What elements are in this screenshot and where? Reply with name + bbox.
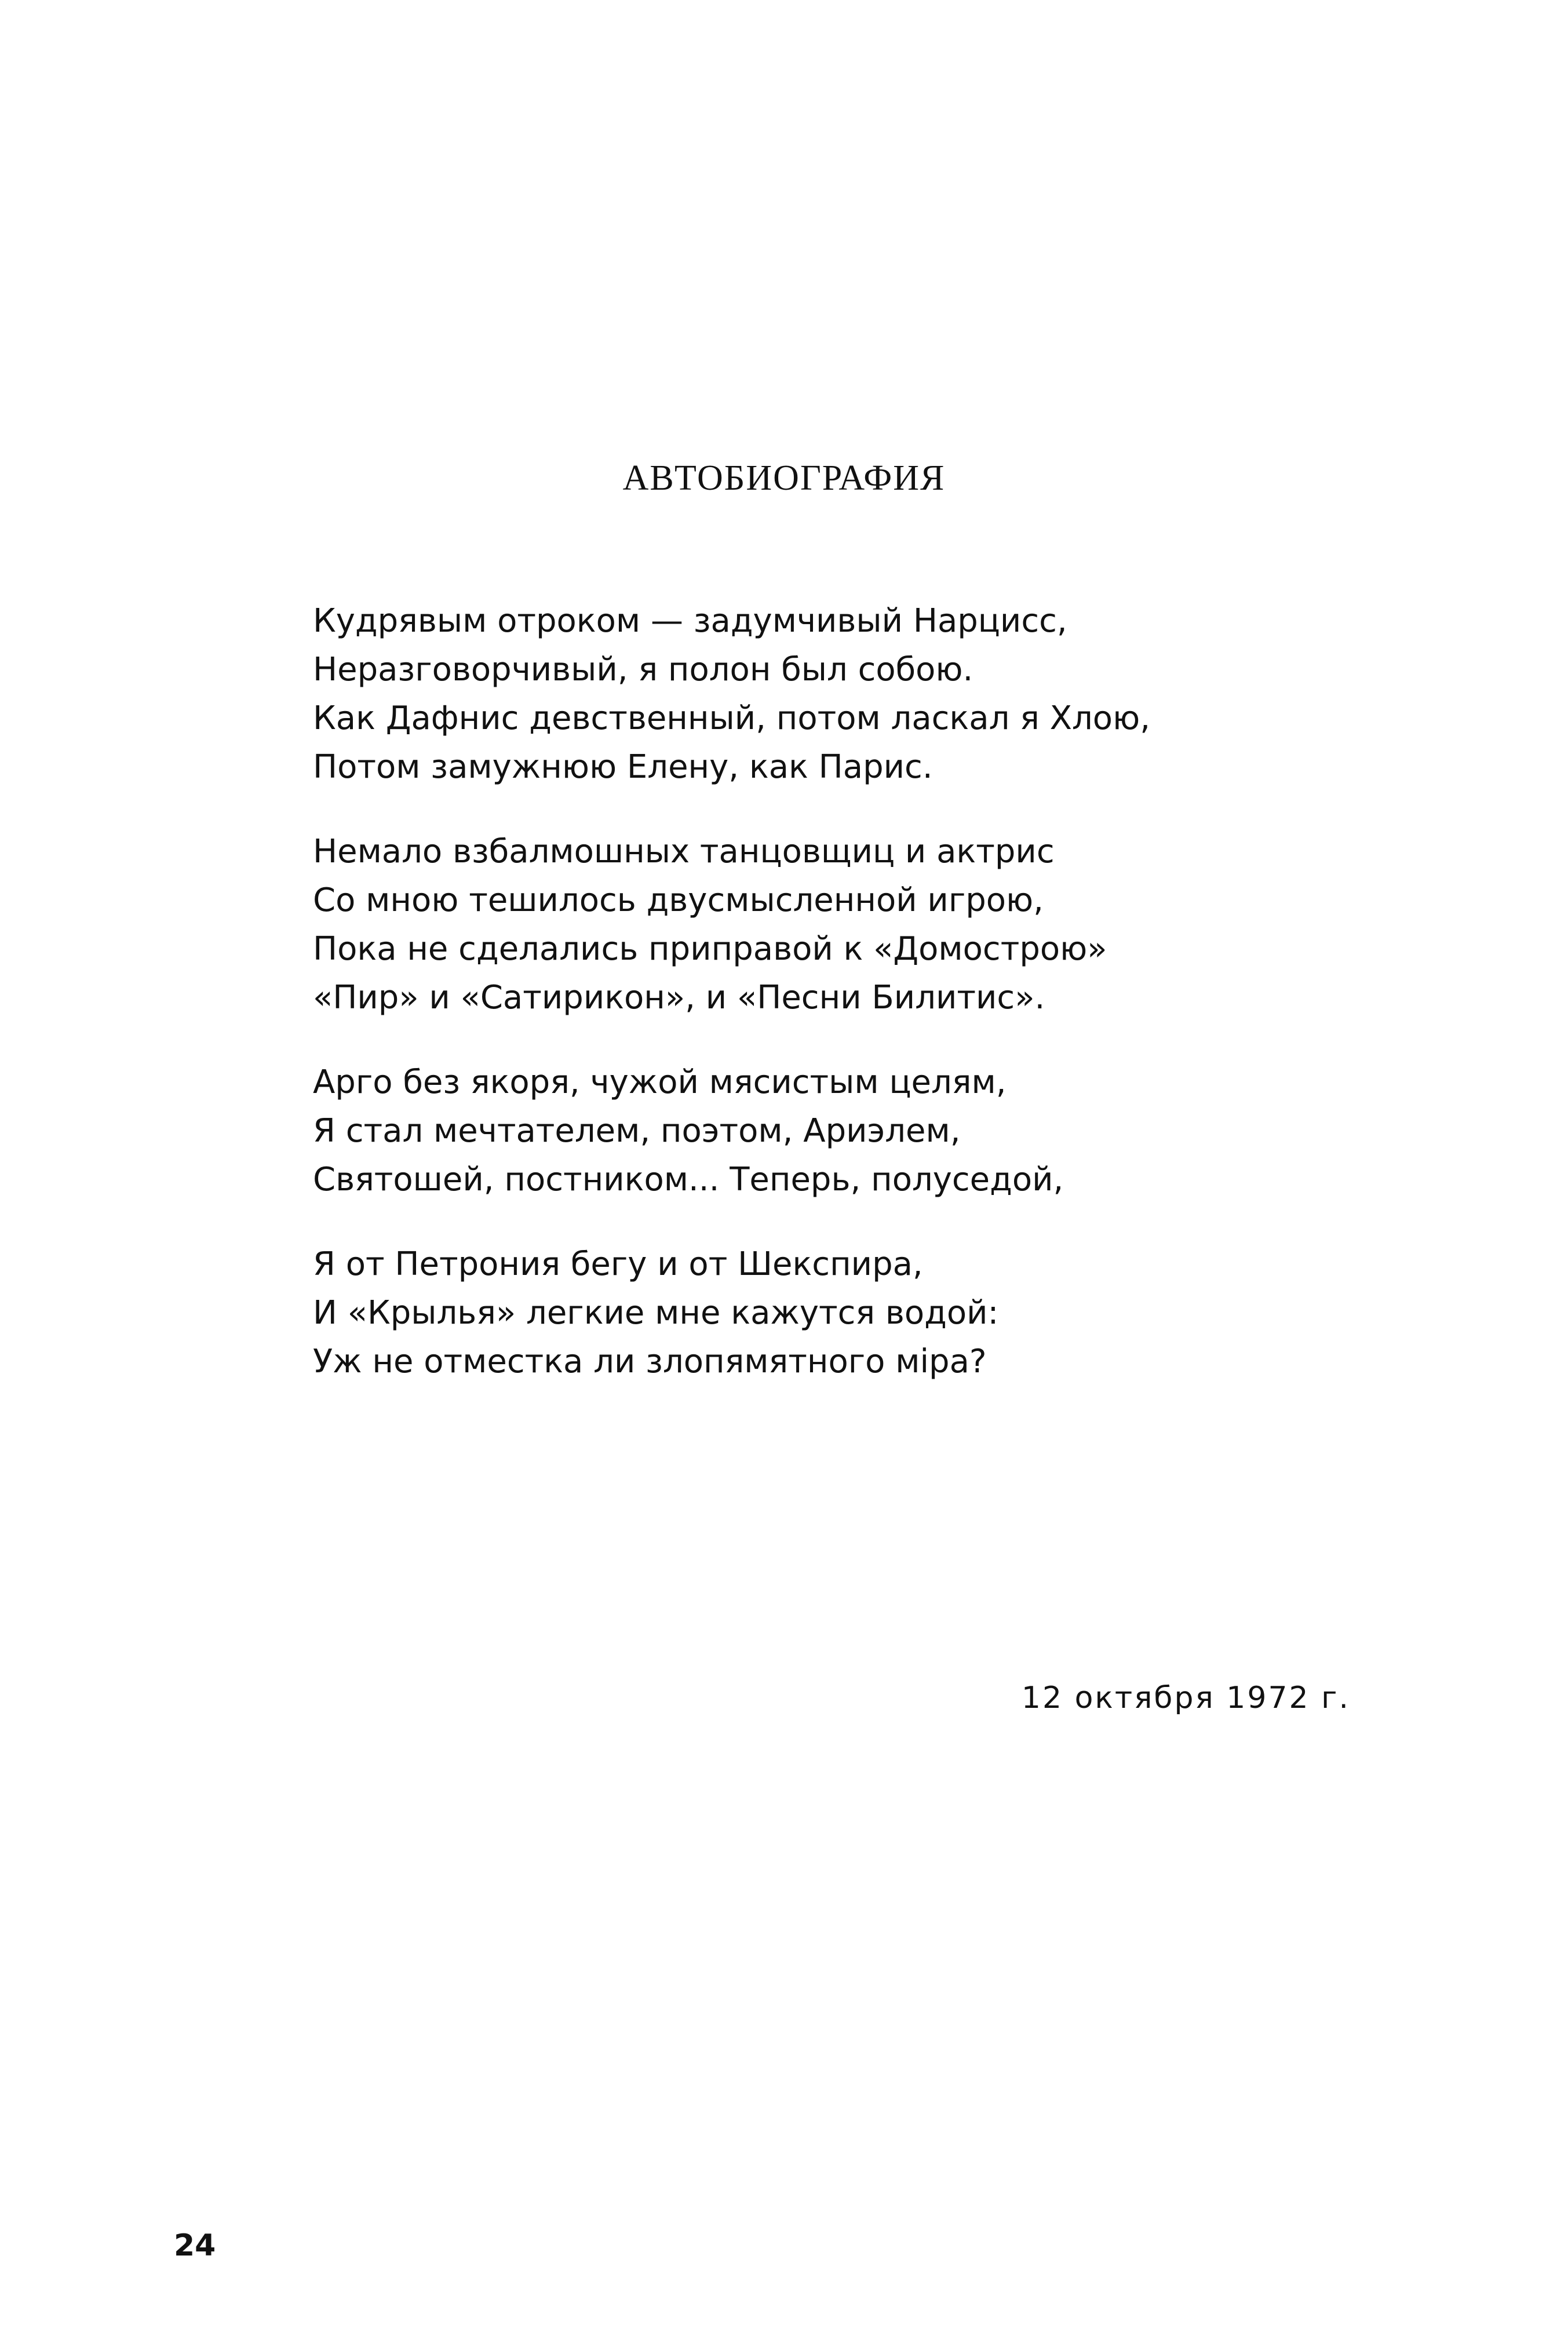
poem-line: Святошей, постником... Теперь, полуседой, bbox=[313, 1161, 1064, 1198]
page-title: АВТОБИОГРАФИЯ bbox=[622, 458, 946, 498]
poem-line: Кудрявым отроком — задумчивый Нарцисс, bbox=[313, 602, 1067, 640]
poem-line: Уж не отместка ли злопямятного міра? bbox=[313, 1343, 987, 1380]
stanza bbox=[313, 828, 1414, 1022]
poem-line: «Пир» и «Сатирикон», и «Песни Билитис». bbox=[313, 979, 1045, 1016]
page-number: 24 bbox=[174, 2228, 216, 2263]
poem-line: Пока не сделались приправой к «Домострою» bbox=[313, 930, 1107, 968]
stanza bbox=[313, 1058, 1414, 1204]
stanza bbox=[313, 597, 1414, 792]
poem-line: Я от Петрония бегу и от Шекспира, bbox=[313, 1245, 923, 1283]
stanza bbox=[313, 1240, 1414, 1386]
poem-date: 12 октября 1972 г. bbox=[1021, 1681, 1350, 1715]
poem-body bbox=[313, 597, 1414, 1422]
poem-line: И «Крылья» легкие мне кажутся водой: bbox=[313, 1294, 999, 1332]
poem-line: Я стал мечтателем, поэтом, Ариэлем, bbox=[313, 1112, 961, 1150]
poem-line: Неразговорчивый, я полон был собою. bbox=[313, 651, 973, 688]
poem-line: Со мною тешилось двусмысленной игрою, bbox=[313, 881, 1044, 919]
poem-line: Арго без якоря, чужой мясистым целям, bbox=[313, 1063, 1007, 1101]
poem-line: Как Дафнис девственный, потом ласкал я Хлою, bbox=[313, 699, 1151, 737]
poem-line: Потом замужнюю Елену, как Парис. bbox=[313, 748, 933, 786]
poem-line: Немало взбалмошных танцовщиц и актрис bbox=[313, 833, 1055, 870]
